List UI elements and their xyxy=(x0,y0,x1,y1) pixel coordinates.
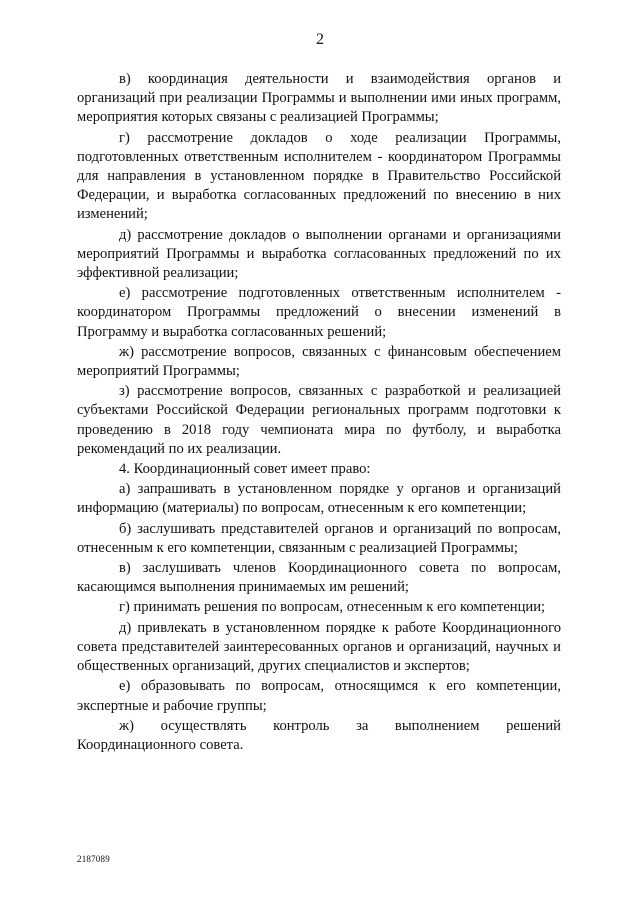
paragraph-v-coordination: в) координация деятельности и взаимодействия органов и организаций при реализации Программы и выполнении ими иных программ, мероприятия которых связаны с реализацией Программы; xyxy=(77,71,561,126)
paragraph-d-measures-review: д) рассмотрение докладов о выполнении органами и организациями мероприятий Программы и выработка согласованных предложений по их эффективной реализации; xyxy=(77,226,561,282)
paragraph-g-make-decisions: г) принимать решения по вопросам, отнесенным к его компетенции; xyxy=(119,599,546,616)
paragraph-b-hear-representatives: б) заслушивать представителей органов и организаций по вопросам, отнесенным к его компетенции, связанным с реализацией Программы; xyxy=(77,520,561,556)
paragraph-e-changes-review: е) рассмотрение подготовленных ответственным исполнителем - координатором Программы предложений о внесении изменений в Программу и выработка согласованных решений; xyxy=(77,285,561,340)
document-code: 2187089 xyxy=(77,854,110,864)
paragraph-a-request-info: а) запрашивать в установленном порядке у органов и организаций информацию (материалы) по вопросам, отнесенным к его компетенции; xyxy=(77,481,561,517)
page-number: 2 xyxy=(316,31,324,48)
paragraph-z-regional-programs: з) рассмотрение вопросов, связанных с разработкой и реализацией субъектами Российской Федерации региональных программ подготовки к проведению в 2018 году чемпионата мира по футболу, и выработка рекомендаций по их реализации. xyxy=(77,383,561,457)
paragraph-e-form-groups: е) образовывать по вопросам, относящимся к его компетенции, экспертные и рабочие группы; xyxy=(77,678,561,714)
paragraph-d-engage-experts: д) привлекать в установленном порядке к работе Координационного совета представителей заинтересованных органов и организаций, научных и общественных организаций, других специалистов и экспертов; xyxy=(77,619,561,675)
paragraph-v-hear-members: в) заслушивать членов Координационного совета по вопросам, касающимся выполнения принимаемых им решений; xyxy=(77,560,561,596)
section-4-heading: 4. Координационный совет имеет право: xyxy=(119,461,371,478)
paragraph-g-reports-review: г) рассмотрение докладов о ходе реализации Программы, подготовленных ответственным исполнителем - координатором Программы для направления в установленном порядке в Правительство Российской Федерации, и выработка согласованных предложений по внесению в них изменений; xyxy=(77,129,561,223)
paragraph-zh-control: ж) осуществлять контроль за выполнением решений Координационного совета. xyxy=(77,717,561,753)
document-body xyxy=(77,70,561,756)
paragraph-zh-financing-review: ж) рассмотрение вопросов, связанных с финансовым обеспечением мероприятий Программы; xyxy=(77,343,561,380)
